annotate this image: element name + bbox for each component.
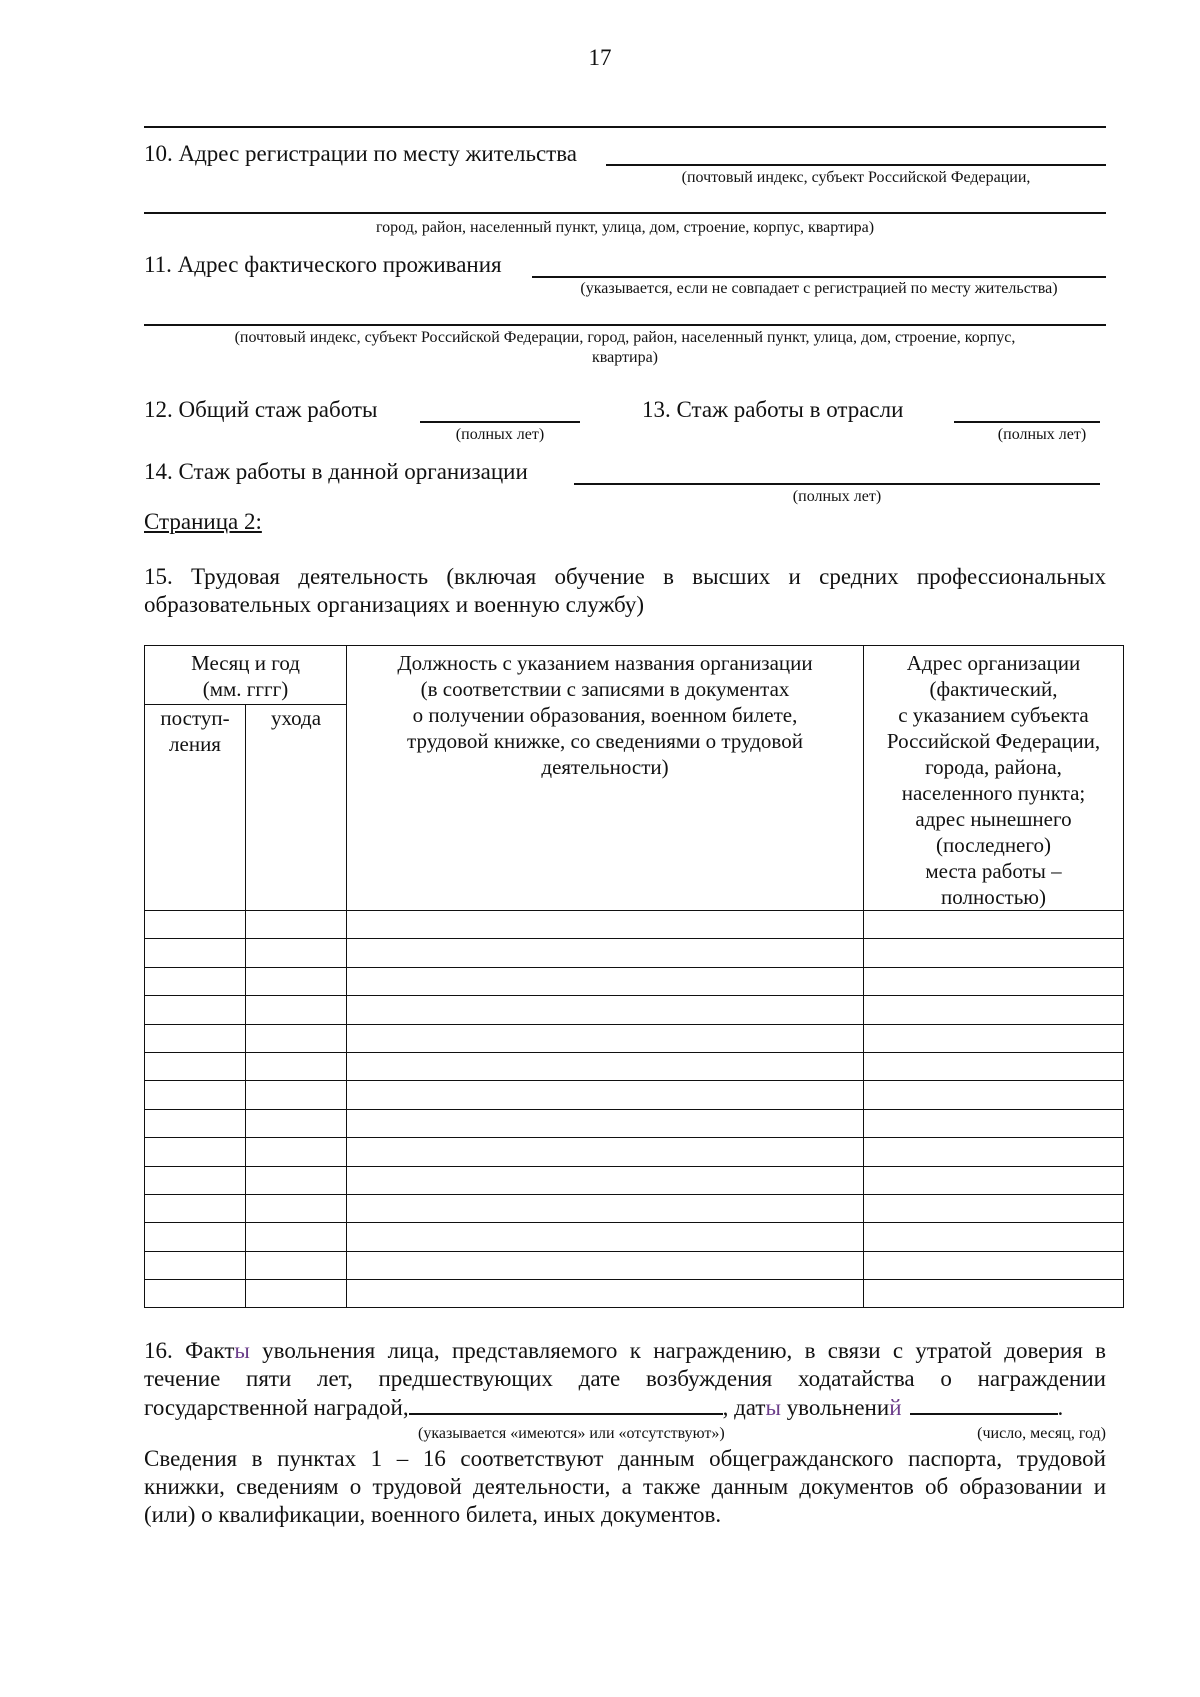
col-position-line5: деятельности) [541, 755, 669, 779]
item-16-line2: течение пяти лет, предшествующих дате возбуждения ходатайства о награждении [144, 1366, 1106, 1391]
position-cell[interactable] [347, 1081, 864, 1109]
work-history-table [144, 645, 1124, 1308]
start-cell[interactable] [145, 967, 246, 995]
item-16-line3-f: . [1057, 1395, 1064, 1420]
table-row [145, 911, 1124, 939]
end-cell[interactable] [246, 967, 347, 995]
item-16-line3-c: ы [765, 1395, 781, 1420]
col-address-line8: (последнего) [936, 833, 1051, 857]
start-cell[interactable] [145, 1109, 246, 1137]
col-month-year-line1: Месяц и год [191, 651, 300, 675]
item-10-hint2: город, район, населенный пункт, улица, дом, строение, корпус, квартира) [375, 219, 875, 236]
col-address-line4: Российской Федерации, [886, 729, 1101, 753]
table-row [145, 996, 1124, 1024]
item-11-hint1: (указывается, если не совпадает с регистрацией по месту жительства) [580, 280, 1058, 297]
col-start-line1: поступ- [160, 706, 230, 730]
table-row [145, 1166, 1124, 1194]
end-cell[interactable] [246, 1166, 347, 1194]
item-14-field-line[interactable] [574, 483, 1100, 485]
page-2-heading: Страница 2: [144, 509, 262, 534]
item-11-label: 11. Адрес фактического проживания [144, 252, 502, 277]
item-11-field-line2[interactable] [144, 324, 1106, 326]
address-cell[interactable] [864, 1138, 1124, 1166]
address-cell[interactable] [864, 1024, 1124, 1052]
page-number: 17 [588, 45, 612, 70]
table-row [145, 1138, 1124, 1166]
closing-line3: (или) о квалификации, военного билета, иных документов. [144, 1502, 722, 1527]
col-address-line2: (фактический, [929, 677, 1058, 701]
end-cell[interactable] [246, 996, 347, 1024]
col-address-line1: Адрес организации [906, 651, 1081, 675]
col-month-year-header [145, 646, 347, 705]
col-address-line3: с указанием субъекта [898, 703, 1089, 727]
col-position-line1: Должность с указанием названия организации [397, 651, 813, 675]
table-row [145, 1081, 1124, 1109]
address-cell[interactable] [864, 967, 1124, 995]
item-10-field-line1[interactable] [606, 164, 1106, 166]
item-16-line3-d: увольнени [780, 1395, 890, 1420]
col-start-line2: ления [169, 732, 221, 756]
col-position-line4: трудовой книжке, со сведениями о трудовой [407, 729, 803, 753]
address-cell[interactable] [864, 939, 1124, 967]
closing-line2: книжки, сведениям о трудовой деятельности, а также данным документов об образовании и [144, 1474, 1106, 1499]
table-row [145, 1024, 1124, 1052]
item-16-presence-field[interactable] [409, 1393, 723, 1415]
item-16-line3-b: , дат [722, 1395, 766, 1420]
position-cell[interactable] [347, 1052, 864, 1080]
table-header-row [145, 646, 1124, 705]
position-cell[interactable] [347, 1223, 864, 1251]
item-15-line1: 15. Трудовая деятельность (включая обучение в высших и средних профессиональных [144, 564, 1106, 589]
item-12-label: 12. Общий стаж работы [144, 397, 378, 422]
item-13-field-line[interactable] [954, 421, 1100, 423]
start-cell[interactable] [145, 1024, 246, 1052]
col-address-header [864, 646, 1124, 911]
item-16-date-field[interactable] [910, 1393, 1058, 1415]
table-row [145, 1194, 1124, 1222]
position-cell[interactable] [347, 967, 864, 995]
start-cell[interactable] [145, 1194, 246, 1222]
address-cell[interactable] [864, 1109, 1124, 1137]
start-cell[interactable] [145, 1251, 246, 1279]
address-cell[interactable] [864, 911, 1124, 939]
col-end-header [246, 705, 347, 911]
position-cell[interactable] [347, 911, 864, 939]
item-12-hint: (полных лет) [455, 426, 545, 443]
start-cell[interactable] [145, 939, 246, 967]
position-cell[interactable] [347, 1024, 864, 1052]
item-16-line1-a: 16. Факт [144, 1338, 235, 1363]
item-16-line1-b: ы [234, 1338, 250, 1363]
item-13-label: 13. Стаж работы в отрасли [642, 397, 904, 422]
address-cell[interactable] [864, 1081, 1124, 1109]
item-16-line1 [144, 1337, 1106, 1365]
start-cell[interactable] [145, 1166, 246, 1194]
end-cell[interactable] [246, 1109, 347, 1137]
end-cell[interactable] [246, 1081, 347, 1109]
item-11-hint2b: квартира) [592, 349, 658, 366]
position-cell[interactable] [347, 1109, 864, 1137]
address-cell[interactable] [864, 1166, 1124, 1194]
item-14-label: 14. Стаж работы в данной организации [144, 459, 528, 484]
col-position-line3: о получении образования, военном билете, [412, 703, 798, 727]
col-start-header [145, 705, 246, 911]
start-cell[interactable] [145, 1052, 246, 1080]
item-16-line1-c: увольнения лица, представляемого к награждению, в связи с утратой доверия в [249, 1338, 1106, 1363]
position-cell[interactable] [347, 1251, 864, 1279]
col-address-line7: адрес нынешнего [915, 807, 1072, 831]
table-row [145, 939, 1124, 967]
end-cell[interactable] [246, 911, 347, 939]
end-cell[interactable] [246, 1280, 347, 1308]
item-16-hint-left: (указывается «имеются» или «отсутствуют») [418, 1425, 725, 1442]
item-12-field-line[interactable] [420, 421, 580, 423]
col-end-label: ухода [270, 706, 322, 730]
end-cell[interactable] [246, 1052, 347, 1080]
position-cell[interactable] [347, 996, 864, 1024]
item-16-line3-e: й [889, 1395, 902, 1420]
address-cell[interactable] [864, 1223, 1124, 1251]
table-row [145, 1052, 1124, 1080]
start-cell[interactable] [145, 1223, 246, 1251]
end-cell[interactable] [246, 1223, 347, 1251]
address-cell[interactable] [864, 1251, 1124, 1279]
start-cell[interactable] [145, 911, 246, 939]
address-cell[interactable] [864, 1194, 1124, 1222]
position-cell[interactable] [347, 1280, 864, 1308]
top-blank-line[interactable] [144, 126, 1106, 128]
table-row [145, 1109, 1124, 1137]
table-row [145, 1223, 1124, 1251]
item-15-line2: образовательных организациях и военную службу) [144, 592, 645, 617]
table-row [145, 1280, 1124, 1308]
col-month-year-line2: (мм. гггг) [202, 677, 289, 701]
end-cell[interactable] [246, 1138, 347, 1166]
start-cell[interactable] [145, 1081, 246, 1109]
item-10-hint1: (почтовый индекс, субъект Российской Федерации, [681, 169, 1031, 186]
item-16-hint-right: (число, месяц, год) [977, 1425, 1106, 1442]
start-cell[interactable] [145, 996, 246, 1024]
col-position-header [347, 646, 864, 911]
closing-line1: Сведения в пунктах 1 – 16 соответствуют данным общегражданского паспорта, трудовой [144, 1446, 1106, 1471]
item-14-hint: (полных лет) [792, 488, 882, 505]
end-cell[interactable] [246, 1024, 347, 1052]
col-address-line6: населенного пункта; [901, 781, 1086, 805]
col-address-line10: полностью) [941, 885, 1046, 909]
end-cell[interactable] [246, 1251, 347, 1279]
item-10-field-line2[interactable] [144, 212, 1106, 214]
position-cell[interactable] [347, 1166, 864, 1194]
address-cell[interactable] [864, 1280, 1124, 1308]
position-cell[interactable] [347, 1194, 864, 1222]
end-cell[interactable] [246, 939, 347, 967]
item-11-hint2a: (почтовый индекс, субъект Российской Федерации, город, район, населенный пункт, улица, дом, строение, корпус, [234, 329, 1016, 346]
start-cell[interactable] [145, 1138, 246, 1166]
col-address-line9: места работы – [925, 859, 1062, 883]
col-position-line2: (в соответствии с записями в документах [420, 677, 790, 701]
table-row [145, 967, 1124, 995]
item-11-field-line1[interactable] [532, 276, 1106, 278]
address-cell[interactable] [864, 996, 1124, 1024]
end-cell[interactable] [246, 1194, 347, 1222]
item-13-hint: (полных лет) [997, 426, 1087, 443]
table-row [145, 1251, 1124, 1279]
address-cell[interactable] [864, 1052, 1124, 1080]
position-cell[interactable] [347, 939, 864, 967]
item-16-line3 [144, 1393, 1063, 1422]
item-10-label: 10. Адрес регистрации по месту жительства [144, 141, 577, 166]
table-body [145, 911, 1124, 1308]
position-cell[interactable] [347, 1138, 864, 1166]
col-address-line5: города, района, [925, 755, 1062, 779]
start-cell[interactable] [145, 1280, 246, 1308]
item-16-line3-a: государственной наградой, [144, 1395, 409, 1420]
